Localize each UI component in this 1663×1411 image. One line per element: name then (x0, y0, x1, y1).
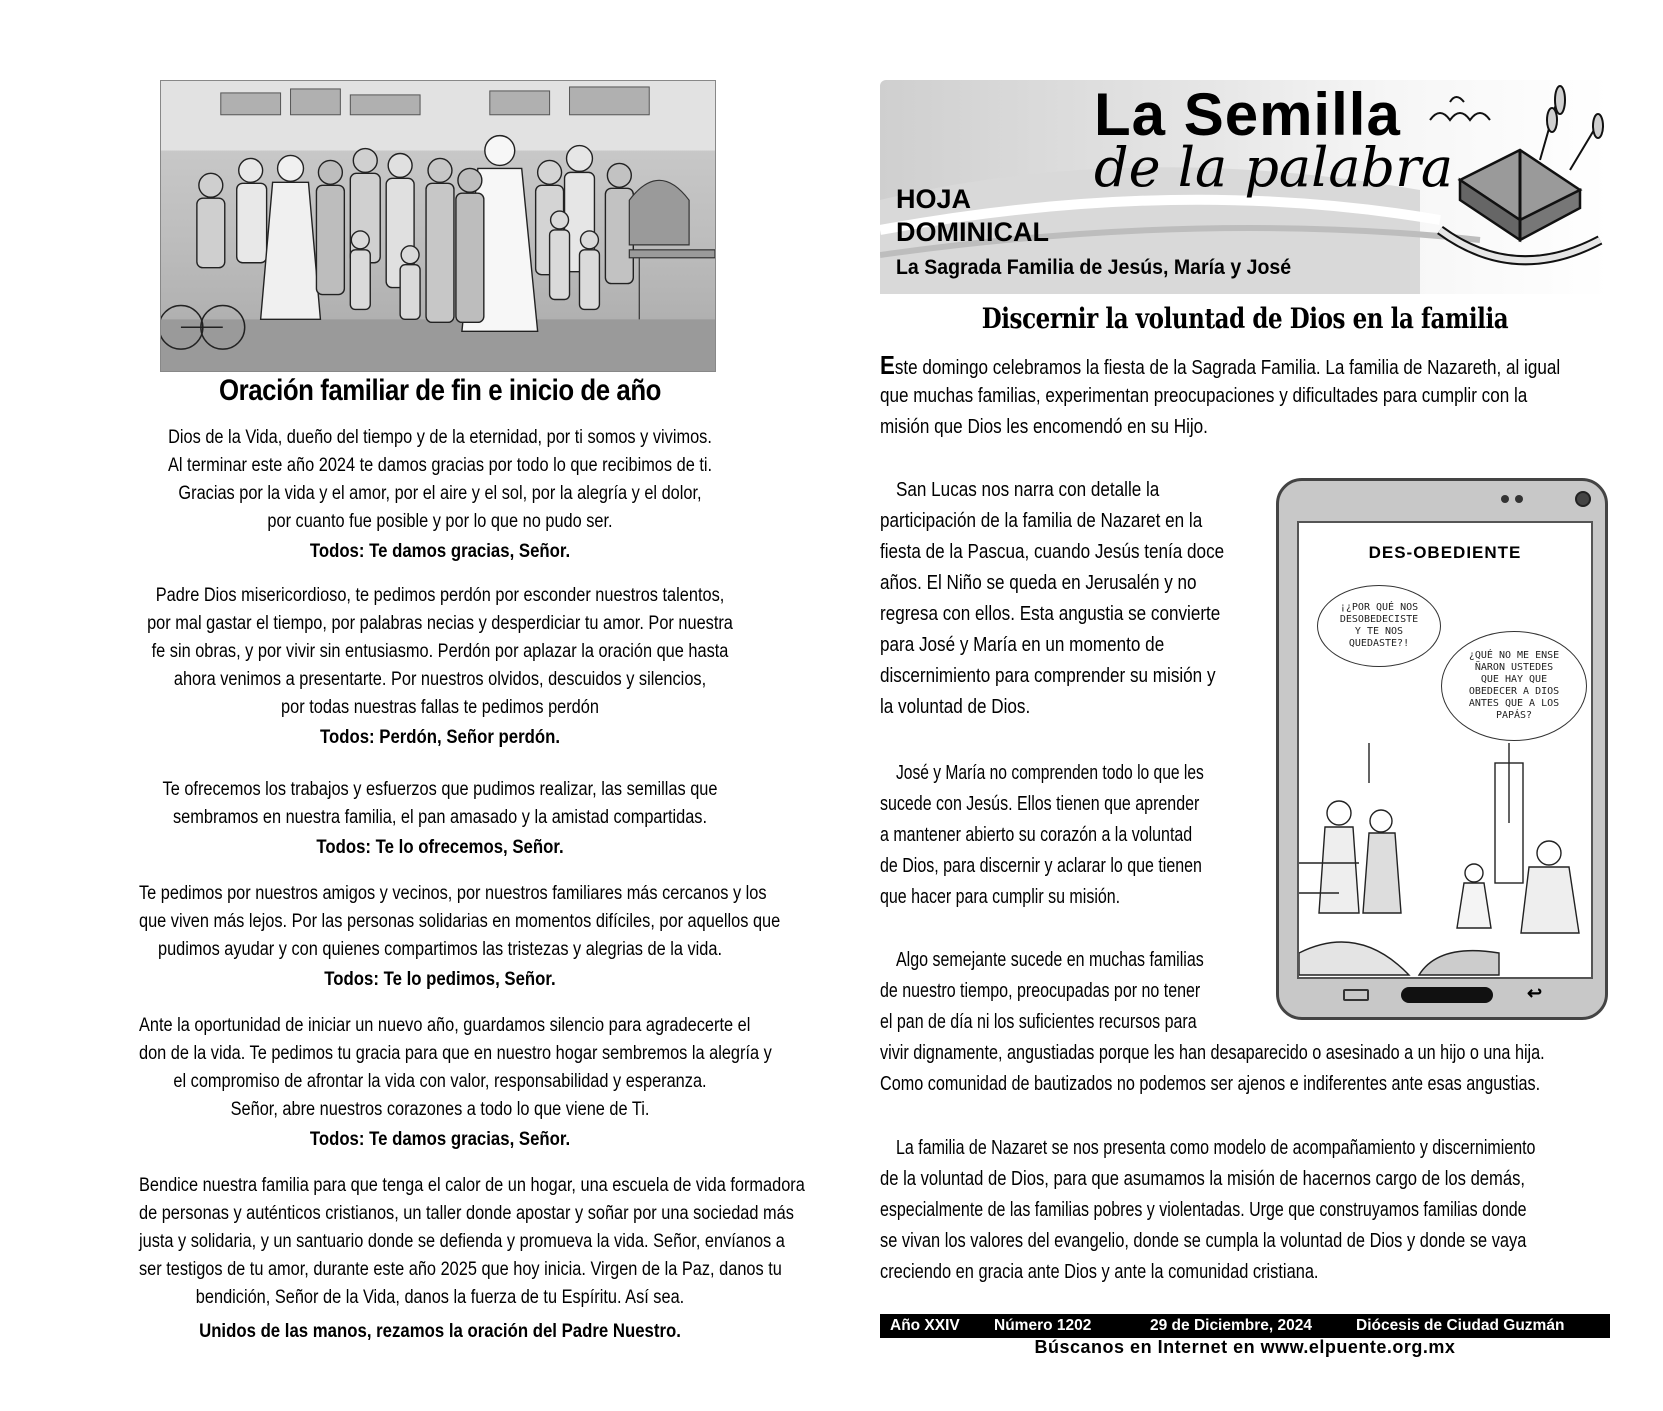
bubble-line: PAPÁS? (1495, 710, 1533, 721)
phone-sensor-dot (1501, 495, 1509, 503)
stanza-line: por mal gastar el tiempo, por palabras necias y desperdiciar tu amor. Por nuestra (147, 613, 733, 634)
dominical-label: DOMINICAL (896, 217, 1049, 247)
back-icon: ↩ (1527, 983, 1543, 1003)
article-line: años. El Niño se queda en Jerusalén y no (880, 572, 1197, 594)
speech-bubble-jesus (1441, 631, 1587, 741)
stanza-line: Padre Dios misericordioso, te pedimos perdón por esconder nuestros talentos, (155, 585, 725, 606)
article-line: discernimiento para comprender su misión y (880, 665, 1216, 687)
stanza-line: por cuanto fue posible y por lo que no pudo ser. (267, 511, 613, 532)
hero-illustration (160, 80, 716, 372)
article-line: especialmente de las familias pobres y violentadas. Urge que construyamos familias donde (880, 1199, 1527, 1221)
article-line: regresa con ellos. Esta angustia se convierte (880, 603, 1221, 625)
bible-wheat-logo-icon (1420, 80, 1610, 294)
hoja-label: HOJA (896, 184, 972, 214)
stanza-line: Señor, abre nuestros corazones a todo lo que viene de Ti. (230, 1099, 650, 1120)
article-line: de nuestro tiempo, preocupadas por no tener (880, 980, 1201, 1002)
stanza-line: pudimos ayudar y con quienes compartimos las tristezas y alegrias de la vida. (157, 939, 722, 960)
left-page (90, 0, 805, 1411)
masthead-subtitle: de la palabra (1094, 136, 1454, 199)
stanza-line: de personas y auténticos cristianos, un taller donde apostar y soñar por una sociedad más (139, 1203, 794, 1224)
bubble-line: ÑARON USTEDES (1474, 662, 1554, 673)
article-line: el pan de día ni los suficientes recursos para (880, 1011, 1197, 1033)
crowd-drawing (161, 81, 715, 371)
article-line: a mantener abierto su corazón a la voluntad (880, 824, 1193, 846)
closing-line: Unidos de las manos, rezamos la oración del Padre Nuestro. (199, 1320, 681, 1342)
stanza-line: bendición, Señor de la Vida, danos la fuerza de tu Espíritu. Así sea. (195, 1287, 685, 1308)
issue-info-bar (880, 1314, 1610, 1338)
bubble-line: Y TE NOS (1354, 626, 1404, 637)
stanza-response: Todos: Perdón, Señor perdón. (319, 726, 561, 748)
stanza-line: el compromiso de afrontar la vida con valor, responsabilidad y esperanza. (173, 1071, 707, 1092)
bubble-line: ¡¿POR QUÉ NOS (1339, 602, 1419, 613)
stanza-line: fe sin obras, y por vivir sin entusiasmo. Perdón por aplazar la oración que hasta (151, 641, 729, 662)
stanza-line: Te ofrecemos los trabajos y esfuerzos que pudimos realizar, las semillas que (162, 779, 718, 800)
stanza-response: Todos: Te damos gracias, Señor. (309, 1128, 571, 1150)
article-line: para José y María en un momento de (880, 634, 1165, 656)
article-line: de la voluntad de Dios, para que asumamos la misión de hacernos cargo de los demás, (880, 1168, 1526, 1190)
article-line (880, 350, 1560, 384)
masthead-hoja-dominical (896, 183, 1049, 249)
bubble-line: QUEDASTE?! (1348, 638, 1410, 649)
stanza-response: Todos: Te lo ofrecemos, Señor. (316, 836, 564, 858)
article-line: Algo semejante sucede en muchas familias (896, 949, 1204, 971)
prayer-stanza-6 (90, 1172, 805, 1346)
masthead-title: La Semilla (1094, 81, 1401, 148)
phone-sensor-dot (1515, 495, 1523, 503)
issue-date: 29 de Diciembre, 2024 (1150, 1317, 1312, 1334)
stanza-line: Al terminar este año 2024 te damos gracias por todo lo que recibimos de ti. (167, 455, 713, 476)
bubble-line: DESOBEDECISTE (1339, 614, 1419, 625)
stanza-line: Dios de la Vida, dueño del tiempo y de la eternidad, por ti somos y vivimos. (168, 427, 712, 448)
stanza-line: Gracias por la vida y el amor, por el aire y el sol, por la alegría y el dolor, (178, 483, 702, 504)
website-line: Búscanos en Internet en www.elpuente.org.mx (1034, 1337, 1456, 1357)
prayer-stanza-3 (90, 776, 790, 862)
article-line: participación de la familia de Nazaret en la (880, 510, 1203, 532)
prayer-title: Oración familiar de fin e inicio de año (218, 374, 661, 407)
stanza-line: por todas nuestras fallas te pedimos perdón (281, 697, 599, 718)
bubble-line: QUE HAY QUE (1480, 674, 1548, 685)
stanza-line: justa y solidaria, y un santuario donde se defienda y promueva la vida. Señor, envíanos a (139, 1231, 785, 1252)
article-line: creciendo en gracia ante Dios y ante la comunidad cristiana. (880, 1261, 1319, 1283)
stanza-line: que viven más lejos. Por las personas solidarias en momentos difíciles, por aquellos que (139, 911, 781, 932)
right-page (880, 0, 1610, 1411)
article-line: la voluntad de Dios. (880, 696, 1031, 718)
bubble-line: OBEDECER A DIOS (1468, 686, 1560, 697)
stanza-line: sembramos en nuestra familia, el pan amasado y la amistad compartidas. (172, 807, 708, 828)
article-line: Como comunidad de bautizados no podemos ser ajenos e indiferentes ante esas angustias. (880, 1073, 1541, 1095)
feast-name: La Sagrada Familia de Jesús, María y José (896, 256, 1292, 279)
stanza-line: Te pedimos por nuestros amigos y vecinos, por nuestros familiares más cercanos y los (139, 883, 767, 904)
stanza-line: Bendice nuestra familia para que tenga el calor de un hogar, una escuela de vida formadora (139, 1175, 805, 1196)
comic-title: DES-OBEDIENTE (1368, 543, 1522, 562)
stanza-line: ser testigos de tu amor, durante este año 2025 que hoy inicia. Virgen de la Paz, danos tu (139, 1259, 782, 1280)
stanza-response: Todos: Te damos gracias, Señor. (309, 540, 571, 562)
phone-cartoon (1276, 478, 1608, 1020)
article-line: que muchas familias, experimentan preocupaciones y dificultades para cumplir con la (880, 385, 1528, 407)
stanza-response: Todos: Te lo pedimos, Señor. (324, 968, 556, 990)
drop-cap: E (880, 350, 895, 380)
prayer-stanza-5 (90, 1012, 790, 1154)
article-line: sucede con Jesús. Ellos tienen que aprender (880, 793, 1200, 815)
prayer-stanza-1 (90, 424, 790, 566)
bubble-line: ¿QUÉ NO ME ENSE (1468, 650, 1560, 661)
comic-panel (1297, 521, 1593, 979)
stanza-line: Ante la oportunidad de iniciar un nuevo año, guardamos silencio para agradecerte el (139, 1015, 751, 1036)
masthead (880, 80, 1610, 294)
article-line: fiesta de la Pascua, cuando Jesús tenía doce (880, 541, 1225, 563)
article-line: La familia de Nazaret se nos presenta como modelo de acompañamiento y discernimiento (896, 1137, 1536, 1159)
article-line-text: ste domingo celebramos la fiesta de la Sagrada Familia. La familia de Nazareth, al igual (894, 357, 1561, 379)
stanza-line: don de la vida. Te pedimos tu gracia para que en nuestro hogar sembremos la alegría y (139, 1043, 772, 1064)
article-line: José y María no comprenden todo lo que les (896, 762, 1204, 784)
issue-number: Número 1202 (994, 1317, 1092, 1334)
recent-apps-icon (1343, 989, 1369, 1001)
article-line: se vivan los valores del evangelio, donde se cumpla la voluntad de Dios y donde se vaya (880, 1230, 1527, 1252)
home-button (1401, 987, 1493, 1003)
phone-frame (1276, 478, 1608, 1020)
speech-bubble-parents (1317, 585, 1441, 667)
prayer-stanza-4 (90, 880, 790, 994)
article-line: de Dios, para discernir y aclarar lo que tienen (880, 855, 1202, 877)
article-line: misión que Dios les encomendó en su Hijo. (880, 416, 1208, 438)
issue-year: Año XXIV (890, 1317, 960, 1334)
article-line: vivir dignamente, angustiadas porque les han desaparecido o asesinado a un hijo o una hija. (880, 1042, 1545, 1064)
phone-camera-icon (1575, 491, 1591, 507)
issue-diocese: Diócesis de Ciudad Guzmán (1356, 1317, 1565, 1334)
bubble-line: ANTES QUE A LOS (1468, 698, 1560, 709)
article-line: que hacer para cumplir su misión. (880, 886, 1121, 908)
article-line: San Lucas nos narra con detalle la (896, 479, 1160, 501)
prayer-stanza-2 (90, 582, 790, 752)
stanza-line: ahora venimos a presentarte. Por nuestros olvidos, descuidos y silencios, (173, 669, 707, 690)
article-title: Discernir la voluntad de Dios en la familia (981, 302, 1509, 335)
comic-scene-drawing (1299, 743, 1593, 979)
